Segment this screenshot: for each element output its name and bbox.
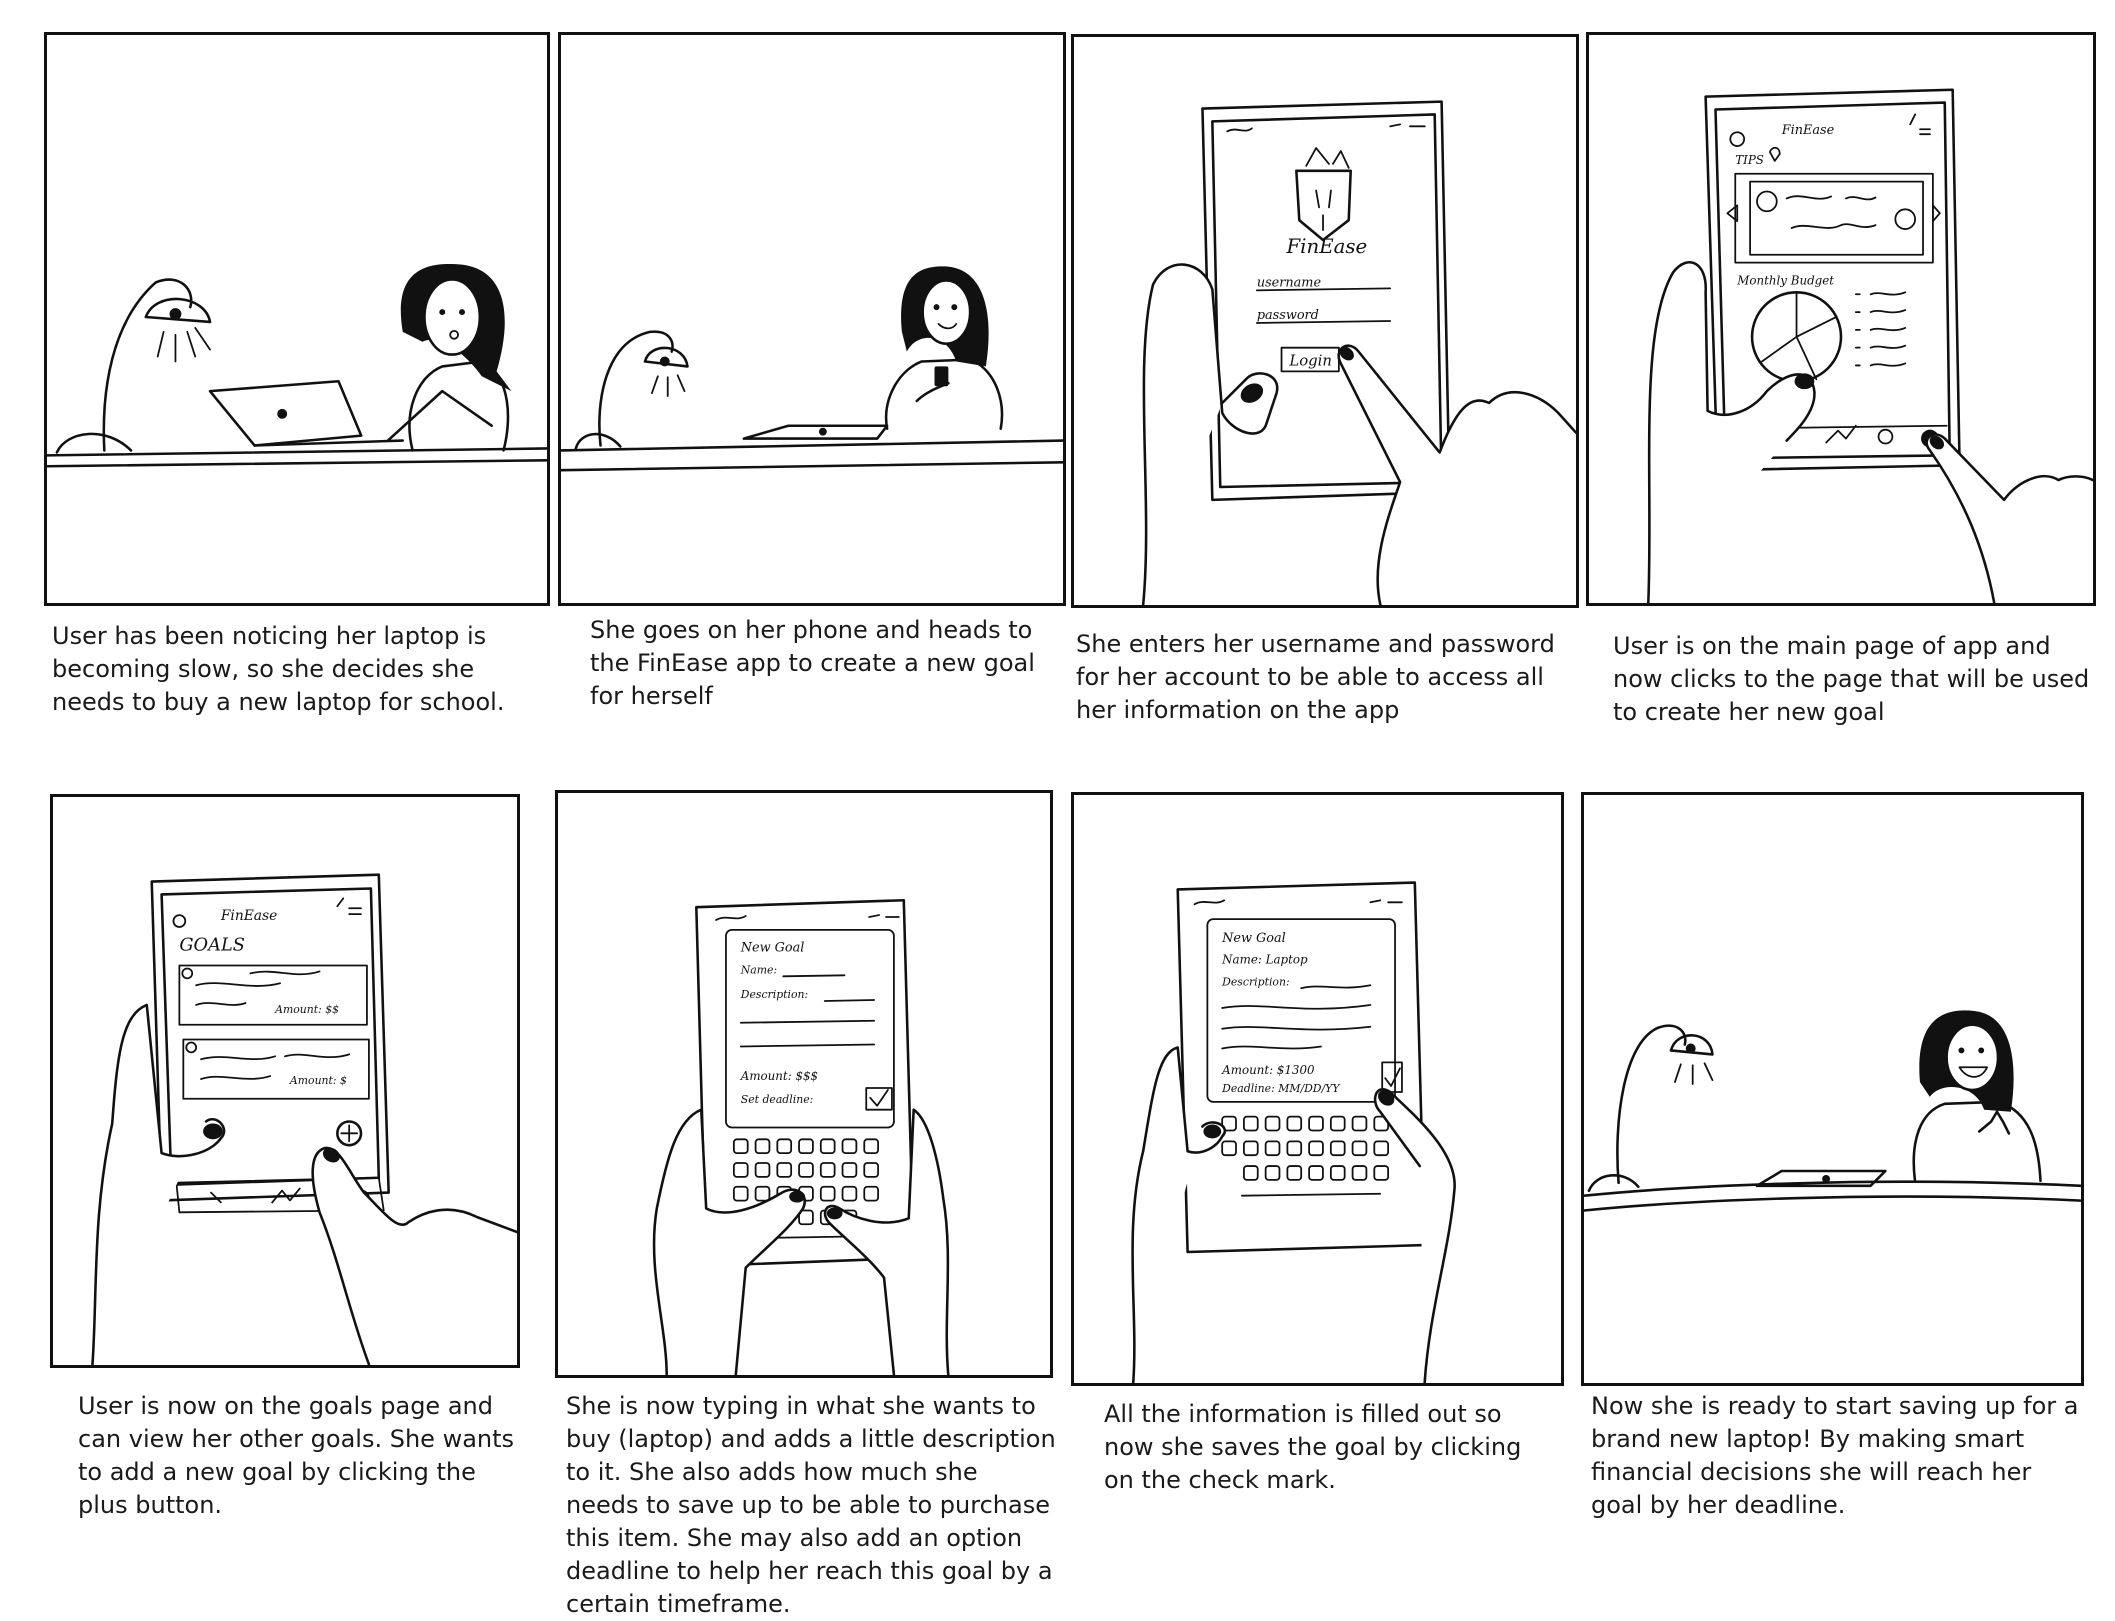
login-password-label: password bbox=[1256, 308, 1319, 324]
filled-form-title: New Goal bbox=[1222, 930, 1286, 946]
storyboard-panel-7 bbox=[1071, 792, 1564, 1386]
filled-form-deadline: Deadline: MM/DD/YY bbox=[1222, 1081, 1340, 1095]
sketch-main-page-screen bbox=[1589, 35, 2093, 603]
storyboard-panel-1 bbox=[44, 32, 550, 606]
filled-form-amount: Amount: $1300 bbox=[1222, 1063, 1315, 1078]
sketch-filled-goal-form bbox=[1074, 795, 1561, 1383]
filled-form-name: Name: Laptop bbox=[1222, 952, 1308, 967]
storyboard-panel-4 bbox=[1586, 32, 2096, 606]
panel-6-caption: She is now typing in what she wants to buy (laptop) and adds a little description to it. She also adds how much she needs to save up to be able to purchase this item. She may also add an option deadline to help her reach this goal by a certain timeframe. bbox=[566, 1392, 1056, 1618]
monthly-budget-label: Monthly Budget bbox=[1737, 273, 1835, 288]
storyboard-panel-6 bbox=[555, 790, 1053, 1378]
form-amount-label: Amount: $$$ bbox=[740, 1069, 819, 1084]
storyboard-panel-3 bbox=[1071, 34, 1579, 608]
form-deadline-label: Set deadline: bbox=[740, 1092, 814, 1106]
panel-4-caption: User is on the main page of app and now clicks to the page that will be used to create her new goal bbox=[1613, 632, 2090, 726]
goals-app-name: FinEase bbox=[220, 908, 278, 925]
login-username-label: username bbox=[1256, 275, 1322, 291]
filled-form-description-label: Description: bbox=[1222, 975, 1290, 989]
login-button-label: Login bbox=[1289, 352, 1332, 370]
goal-2-amount: Amount: $ bbox=[289, 1073, 347, 1087]
panel-8-caption: Now she is ready to start saving up for a brand new laptop! By making smart financial decisions she will reach her goal by her deadline. bbox=[1591, 1392, 2079, 1519]
sketch-goals-page-screen bbox=[53, 797, 517, 1365]
storyboard-panel-8 bbox=[1581, 792, 2084, 1386]
form-title: New Goal bbox=[740, 940, 805, 956]
panel-3-caption: She enters her username and password for her account to be able to access all her information on the app bbox=[1076, 630, 1555, 724]
storyboard-panel-2 bbox=[558, 32, 1066, 606]
panel-1-caption: User has been noticing her laptop is becoming slow, so she decides she needs to buy a new laptop for school. bbox=[52, 622, 505, 716]
storyboard-panel-5 bbox=[50, 794, 520, 1368]
form-name-label: Name: bbox=[740, 963, 778, 977]
sketch-user-happy bbox=[1584, 795, 2081, 1383]
sketch-user-at-laptop bbox=[47, 35, 547, 603]
panel-5-caption: User is now on the goals page and can view her other goals. She wants to add a new goal by clicking the plus button. bbox=[78, 1392, 515, 1519]
goals-page-title: GOALS bbox=[179, 935, 245, 956]
login-app-name: FinEase bbox=[1286, 234, 1368, 258]
main-app-name: FinEase bbox=[1781, 123, 1835, 139]
sketch-user-with-phone bbox=[561, 35, 1063, 603]
goal-1-amount: Amount: $$ bbox=[275, 1002, 340, 1016]
sketch-new-goal-form bbox=[558, 793, 1050, 1375]
form-description-label: Description: bbox=[740, 988, 809, 1002]
panel-2-caption: She goes on her phone and heads to the FinEase app to create a new goal for herself bbox=[590, 616, 1035, 710]
filled-keyboard-keys bbox=[1222, 1117, 1388, 1180]
tips-label: TIPS bbox=[1735, 152, 1764, 167]
panel-7-caption: All the information is filled out so now she saves the goal by clicking on the check mark. bbox=[1104, 1400, 1522, 1494]
sketch-login-screen bbox=[1074, 37, 1576, 605]
